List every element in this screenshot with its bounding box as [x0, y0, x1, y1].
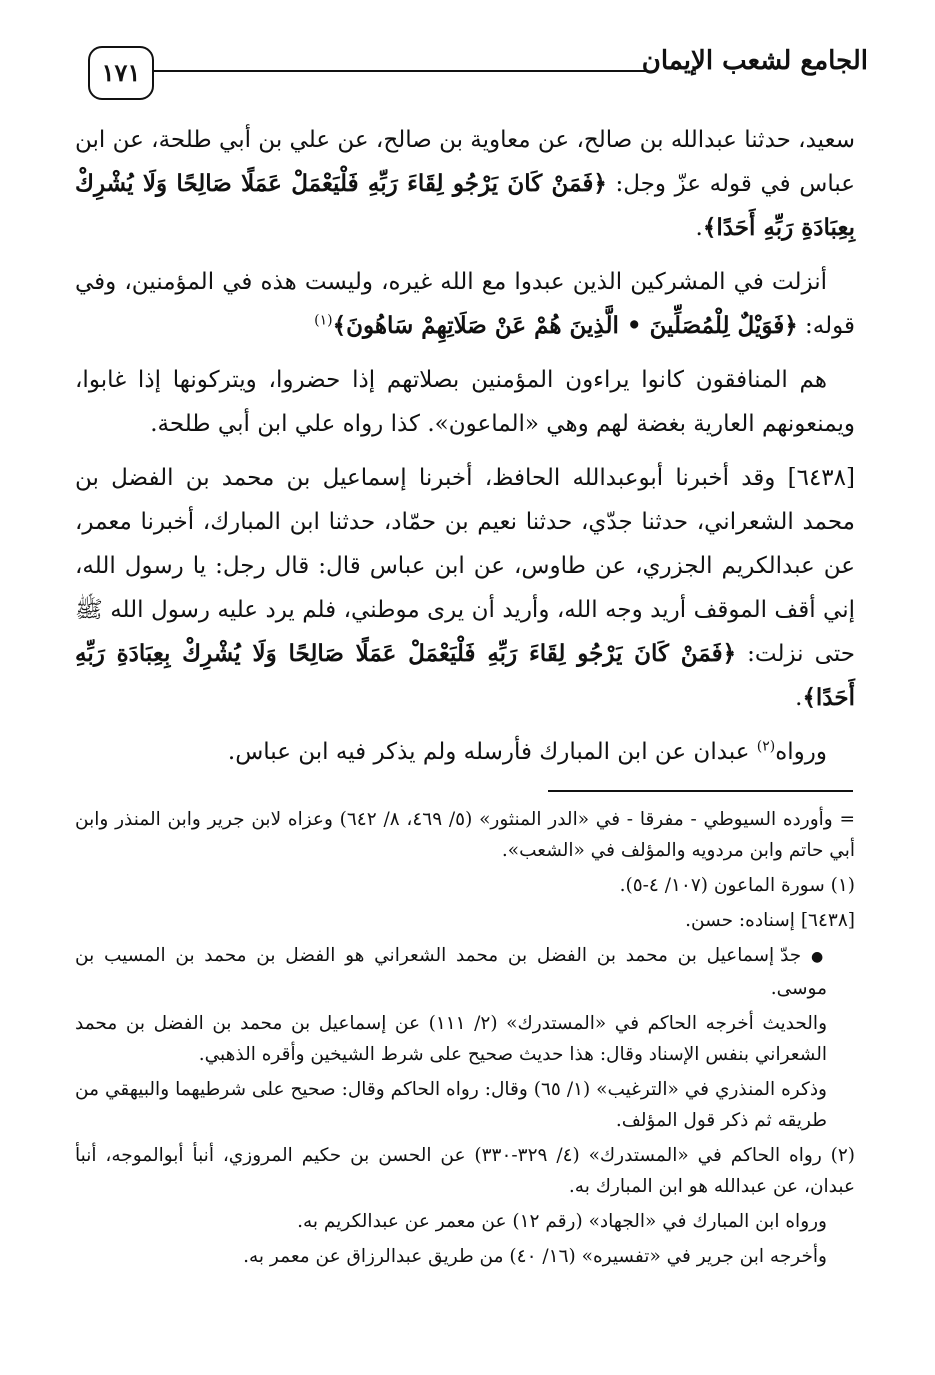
paragraph-4: [75, 456, 855, 720]
running-title: الجامع لشعب الإيمان: [641, 46, 868, 76]
paragraph-5-text: عبدان عن ابن المبارك فأرسله ولم يذكر فيه ابن عباس.: [227, 739, 757, 765]
footnote-hakim: والحديث أخرجه الحاكم في «المستدرك» (٢/ ١١١) عن إسماعيل بن محمد بن الفضل بن محمد الشعراني بنفس الإسناد وقال: هذا حديث صحيح على شرط الشيخين وأقره الذهبي.: [75, 1013, 828, 1065]
footnotes: [75, 804, 855, 1276]
paragraph-2-text: أنزلت في المشركين الذين عبدوا مع الله غيره، وليست هذه في المؤمنين، وفي قوله:: [75, 269, 855, 339]
paragraph-5: [75, 730, 855, 774]
footnote-narrator-text: جدّ إسماعيل بن محمد بن الفضل بن محمد الشعراني هو الفضل بن محمد بن المسيب بن موسى.: [75, 945, 827, 999]
bullet-icon: ●: [810, 949, 827, 965]
footnote-ibn-mubarak: ورواه ابن المبارك في «الجهاد» (رقم ١٢) عن معمر عن عبدالكريم به.: [297, 1211, 827, 1232]
footnote-continued: = وأورده السيوطي - مفرقا - في «الدر المنثور» (٥/ ٤٦٩، ٨/ ٦٤٢) وعزاه لابن جرير وابن المنذر وابن أبي حاتم وابن مردويه والمؤلف في «الشعب».: [75, 809, 855, 861]
footnote-narrator-note: [75, 940, 855, 1004]
quran-verse-kahf-2: ﴿فَمَنْ كَانَ يَرْجُو لِقَاءَ رَبِّهِ فَلْيَعْمَلْ عَمَلًا صَالِحًا وَلَا يُشْرِكْ بِعِبَادَةِ رَبِّهِ أَحَدًا﴾: [75, 640, 855, 711]
paragraph-2: [75, 260, 855, 348]
page-header: [78, 38, 868, 106]
paragraph-1-end: .: [695, 215, 703, 241]
footnote-mundhiri: وذكره المنذري في «الترغيب» (١/ ٦٥) وقال: رواه الحاكم وقال: صحيح على شرطيهما والبيهقي من طريقه ثم ذكر قول المؤلف.: [75, 1079, 827, 1131]
quran-verse-kahf: ﴿فَمَنْ كَانَ يَرْجُو لِقَاءَ رَبِّهِ فَلْيَعْمَلْ عَمَلًا صَالِحًا وَلَا يُشْرِكْ بِعِبَادَةِ رَبِّهِ أَحَدًا﴾: [75, 170, 855, 241]
footnote-1: (١) سورة الماعون (١٠٧/ ٤-٥).: [619, 875, 855, 896]
page-number: ١٧١: [88, 46, 154, 100]
paragraph-1: [75, 118, 855, 250]
paragraph-3: هم المنافقون كانوا يراءون المؤمنين بصلاتهم إذا حضروا، ويتركونها إذا غابوا، ويمنعونهم العارية بغضة لهم وهي «الماعون». كذا رواه علي ابن أبي طلحة.: [75, 367, 855, 437]
quran-verse-maun: ﴿فَوَيْلٌ لِلْمُصَلِّينَ • الَّذِينَ هُمْ عَنْ صَلَاتِهِمْ سَاهُونَ﴾: [332, 312, 798, 339]
paragraph-5-start: ورواه: [775, 739, 827, 765]
footnote-separator: [548, 790, 853, 792]
footnote-2: (٢) رواه الحاكم في «المستدرك» (٤/ ٣٢٩-٣٣٠) عن الحسن بن حكيم المروزي، أنبأ أبوالموجه، أنبأ عبدان، عن عبدالله هو ابن المبارك به.: [75, 1145, 855, 1197]
footnote-ref-2: (٢): [756, 738, 776, 755]
footnote-ref-1: (١): [314, 312, 333, 329]
footnote-hadith-grade: [٦٤٣٨] إسناده: حسن.: [685, 910, 855, 931]
main-text: [75, 118, 855, 784]
paragraph-4-end: .: [795, 685, 803, 711]
paragraph-1-text: سعيد، حدثنا عبدالله بن صالح، عن معاوية بن صالح، عن علي بن أبي طلحة، عن ابن عباس في قوله عزّ وجل:: [75, 127, 855, 197]
header-rule: [150, 70, 646, 72]
footnote-ibn-jarir: وأخرجه ابن جرير في «تفسيره» (١٦/ ٤٠) من طريق عبدالرزاق عن معمر به.: [243, 1246, 827, 1267]
paragraph-4-text: [٦٤٣٨] وقد أخبرنا أبوعبدالله الحافظ، أخبرنا إسماعيل بن محمد بن الفضل بن محمد الشعراني، حدثنا جدّي، حدثنا نعيم بن حمّاد، حدثنا ابن المبارك، أخبرنا معمر، عن عبدالكريم الجزري، عن طاوس، عن ابن عباس قال: قال رجل: يا رسول الله، إني أقف الموقف أريد وجه الله، وأريد أن يرى موطني، فلم يرد عليه رسول الله ﷺ حتى نزلت:: [75, 465, 855, 667]
